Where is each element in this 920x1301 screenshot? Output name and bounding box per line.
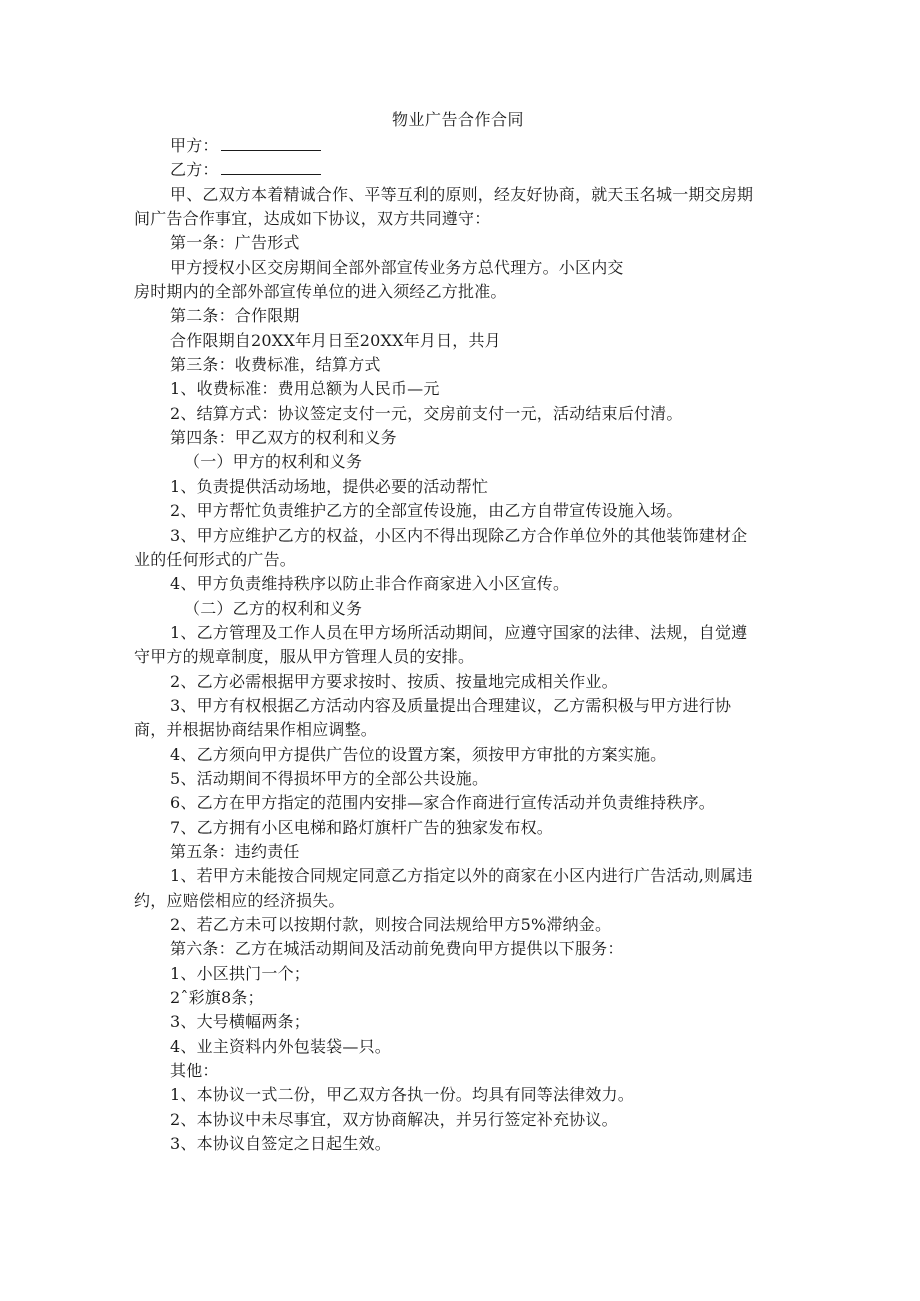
list-item: 1、负责提供活动场地，提供必要的活动帮忙 bbox=[170, 476, 489, 496]
party-a-line bbox=[134, 134, 782, 158]
article-heading: 第六条：乙方在城活动期间及活动前免费向甲方提供以下服务： bbox=[170, 939, 624, 959]
list-item: 2ˆ彩旗8条； bbox=[170, 988, 264, 1008]
section-heading: （一）甲方的权利和义务 bbox=[184, 452, 363, 472]
list-item: 2、若乙方未可以按期付款，则按合同法规给甲方5%滞纳金。 bbox=[170, 915, 612, 934]
paragraph-line: 房时期内的全部外部宣传单位的进入须经乙方批准。 bbox=[134, 282, 507, 302]
list-item-continuation: 守甲方的规章制度，服从甲方管理人员的安排。 bbox=[134, 647, 475, 667]
list-item: 4、乙方须向甲方提供广告位的设置方案，须按甲方审批的方案实施。 bbox=[170, 744, 667, 764]
party-a-blank[interactable] bbox=[221, 136, 321, 151]
article-heading: 第一条：广告形式 bbox=[170, 233, 300, 253]
list-item-continuation: 业的任何形式的广告。 bbox=[134, 549, 297, 569]
paragraph-line: 甲方授权小区交房期间全部外部宣传业务方总代理方。小区内交 bbox=[170, 257, 624, 277]
list-item: 3、甲方有权根据乙方活动内容及质量提出合理建议，乙方需积极与甲方进行协 bbox=[170, 695, 732, 715]
list-item: 5、活动期间不得损坏甲方的全部公共设施。 bbox=[170, 768, 489, 788]
article-heading: 第四条：甲乙双方的权利和义务 bbox=[170, 428, 397, 448]
article-heading: 其他： bbox=[170, 1061, 219, 1081]
section-heading: （二）乙方的权利和义务 bbox=[184, 598, 363, 618]
list-item: 3、甲方应维护乙方的权益，小区内不得出现除乙方合作单位外的其他装饰建材企 bbox=[170, 525, 748, 545]
list-item: 1、收费标准：费用总额为人民币—元 bbox=[170, 379, 440, 399]
party-b-blank[interactable] bbox=[221, 160, 321, 175]
list-item: 3、本协议自签定之日起生效。 bbox=[170, 1134, 391, 1154]
list-item: 7、乙方拥有小区电梯和路灯旗杆广告的独家发布权。 bbox=[170, 817, 553, 837]
paragraph-line: 间广告合作事宜，达成如下协议，双方共同遵守： bbox=[134, 209, 491, 229]
article-heading: 第二条：合作限期 bbox=[170, 306, 300, 326]
list-item: 1、本协议一式二份，甲乙双方各执一份。均具有同等法律效力。 bbox=[170, 1085, 634, 1105]
list-item: 1、小区拱门一个； bbox=[170, 963, 310, 983]
list-item: 2、结算方式：协议签定支付一元，交房前支付一元，活动结束后付清。 bbox=[170, 403, 683, 423]
list-item: 2、甲方帮忙负责维护乙方的全部宣传设施，由乙方自带宣传设施入场。 bbox=[170, 501, 683, 521]
party-b-label: 乙方： bbox=[170, 160, 219, 180]
article-heading: 第五条：违约责任 bbox=[170, 841, 300, 861]
list-item: 2、乙方必需根据甲方要求按时、按质、按量地完成相关作业。 bbox=[170, 671, 618, 691]
party-a-label: 甲方： bbox=[170, 136, 219, 155]
list-item: 3、大号横幅两条； bbox=[170, 1012, 310, 1032]
document-title: 物业广告合作合同 bbox=[391, 110, 524, 129]
paragraph-line: 甲、乙双方本着精诚合作、平等互利的原则，经友好协商，就天玉名城一期交房期 bbox=[170, 184, 754, 204]
list-item: 4、业主资料内外包装袋—只。 bbox=[170, 1036, 391, 1056]
contract-page bbox=[134, 108, 782, 1156]
party-b-line bbox=[134, 158, 782, 182]
list-item: 1、乙方管理及工作人员在甲方场所活动期间，应遵守国家的法律、法规，自觉遵 bbox=[170, 622, 748, 642]
list-item: 1、若甲方未能按合同规定同意乙方指定以外的商家在小区内进行广告活动,则属违 bbox=[170, 866, 753, 886]
list-item: 4、甲方负责维持秩序以防止非合作商家进入小区宣传。 bbox=[170, 574, 570, 594]
article-heading: 第三条：收费标准，结算方式 bbox=[170, 355, 381, 375]
list-item: 6、乙方在甲方指定的范围内安排—家合作商进行宣传活动并负责维持秩序。 bbox=[170, 793, 715, 813]
list-item-continuation: 商，并根据协商结果作相应调整。 bbox=[134, 720, 378, 740]
paragraph-line: 合作限期自20XX年月日至20XX年月日，共月 bbox=[170, 330, 501, 350]
list-item: 2、本协议中未尽事宜，双方协商解决，并另行签定补充协议。 bbox=[170, 1109, 618, 1129]
list-item-continuation: 约，应赔偿相应的经济损失。 bbox=[134, 890, 345, 910]
